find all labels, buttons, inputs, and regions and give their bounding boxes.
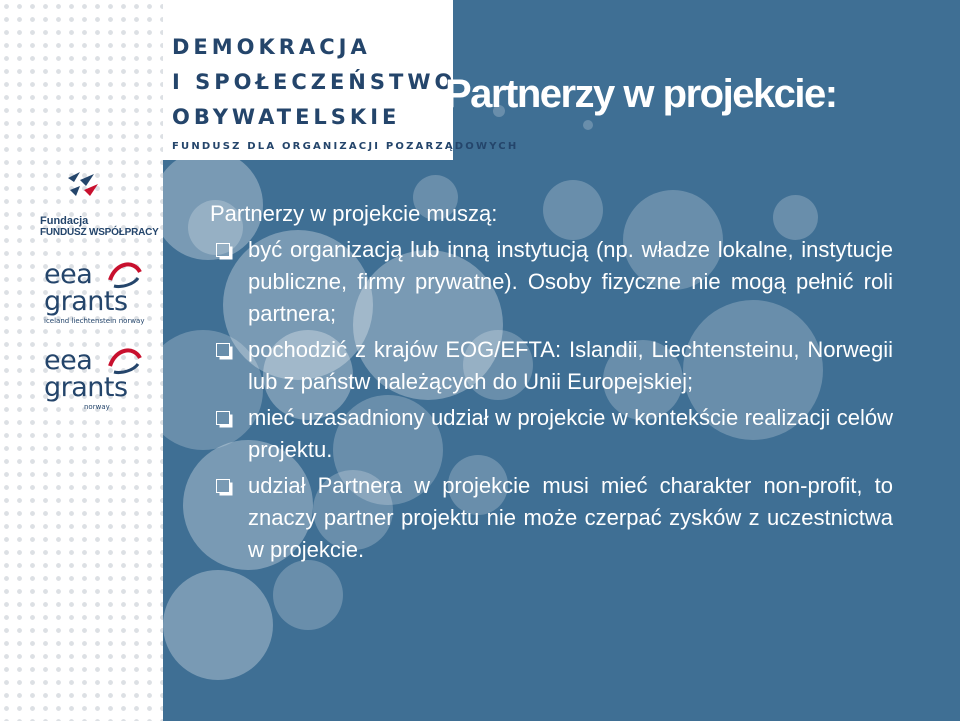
fundacja-label: Fundacja bbox=[40, 215, 89, 227]
checkbox-bullet-icon bbox=[216, 479, 230, 493]
eea-countries: iceland liechtenstein norway bbox=[44, 317, 145, 325]
list-item-text: mieć uzasadniony udział w projekcie w kontekście realizacji celów projektu. bbox=[248, 405, 893, 462]
list-item bbox=[210, 334, 893, 398]
eea-word: eea bbox=[44, 259, 93, 290]
checkbox-bullet-icon bbox=[216, 243, 230, 257]
list-item bbox=[210, 470, 893, 566]
list-item-text: pochodzić z krajów EOG/EFTA: Islandii, Liechtensteinu, Norwegii lub z państw należących do Unii Europejskiej; bbox=[248, 337, 893, 394]
norway-grants-logo bbox=[44, 345, 128, 411]
brand-subtitle: FUNDUSZ DLA ORGANIZACJI POZARZĄDOWYCH bbox=[172, 141, 519, 152]
checkbox-bullet-icon bbox=[216, 343, 230, 357]
eea-word: eea bbox=[44, 345, 93, 376]
fundacja-logo bbox=[40, 170, 159, 238]
requirements-content bbox=[210, 198, 893, 570]
list-item bbox=[210, 402, 893, 466]
norway-swirl-icon bbox=[106, 344, 142, 378]
eea-swirl-icon bbox=[106, 258, 142, 292]
list-item-text: być organizacją lub inną instytucją (np. władze lokalne, instytucje publiczne, firmy prywatne). Osoby fizyczne nie mogą pełnić roli partnera; bbox=[248, 237, 893, 326]
checkbox-bullet-icon bbox=[216, 411, 230, 425]
brand-line-3: OBYWATELSKIE bbox=[172, 105, 401, 129]
list-item-text: udział Partnera w projekcie musi mieć charakter non-profit, to znaczy partner projektu nie może czerpać zysków z uczestnictwa w projekcie. bbox=[248, 473, 893, 562]
fundacja-name: FUNDUSZ WSPÓŁPRACY bbox=[40, 227, 159, 238]
list-item bbox=[210, 234, 893, 330]
norway-label: norway bbox=[84, 403, 110, 411]
decor-circle bbox=[273, 560, 343, 630]
grants-word: grants bbox=[44, 372, 128, 403]
brand-line-1: DEMOKRACJA bbox=[172, 35, 371, 59]
grants-word: grants bbox=[44, 286, 128, 317]
eea-grants-logo bbox=[44, 259, 145, 325]
birds-icon bbox=[40, 170, 104, 206]
decor-circle bbox=[583, 120, 593, 130]
brand-line-2: I SPOŁECZEŃSTWO bbox=[172, 70, 457, 94]
intro-text: Partnerzy w projekcie muszą: bbox=[210, 201, 498, 226]
decor-circle bbox=[163, 570, 273, 680]
slide-title: Partnerzy w projekcie: bbox=[445, 72, 837, 116]
